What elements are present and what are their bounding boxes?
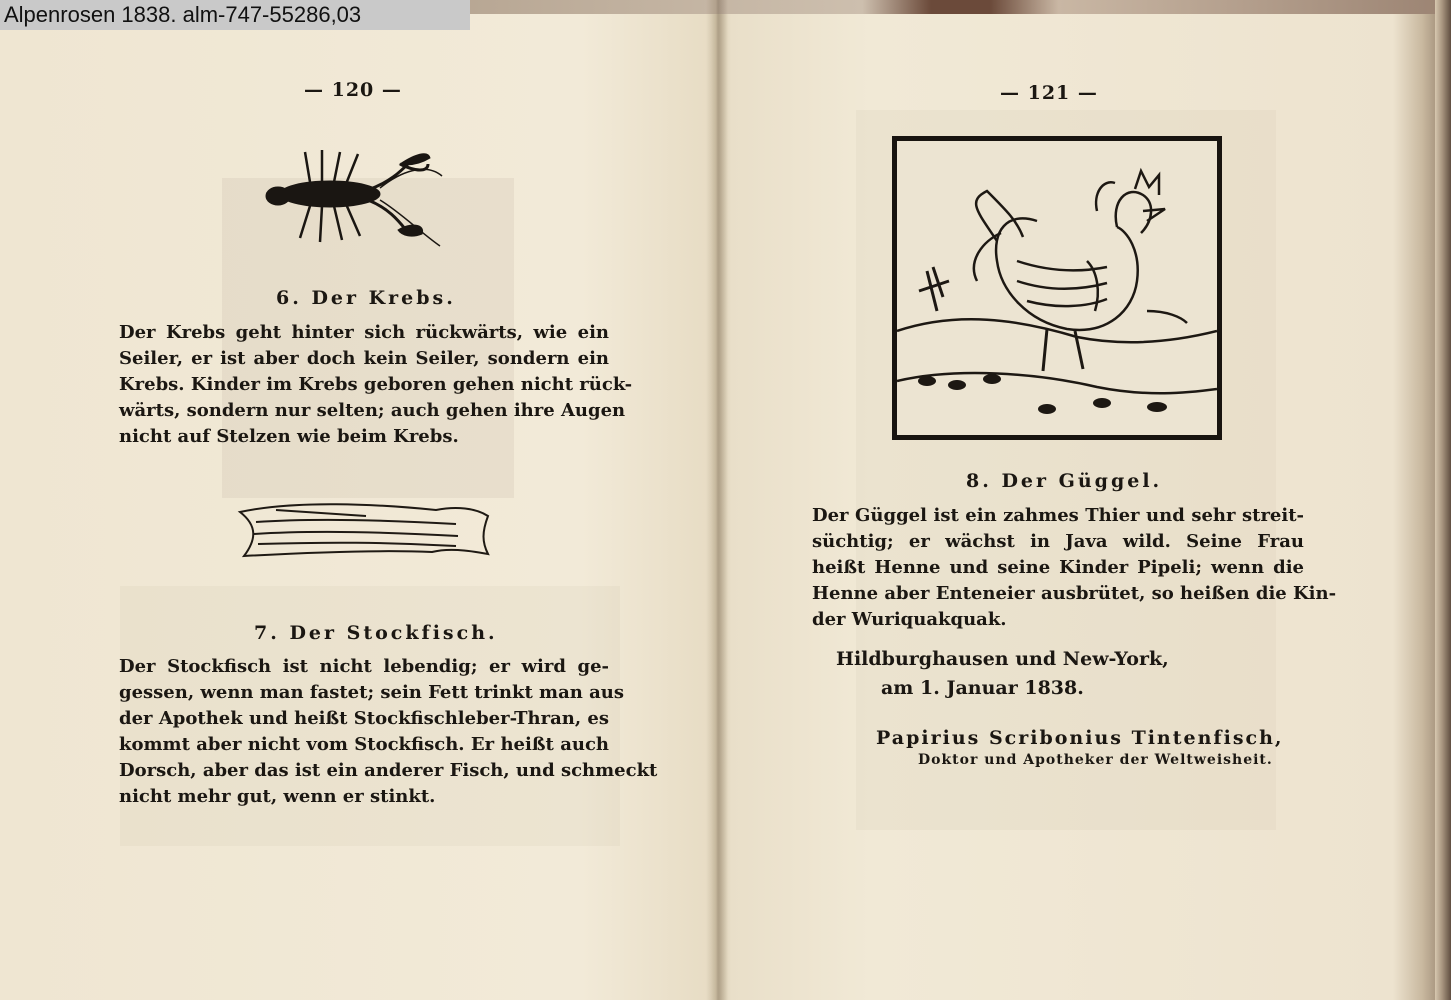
imprint-date: am 1. Januar 1838. [881, 677, 1084, 699]
book-right-edge [1435, 0, 1451, 1000]
text-line: Henne aber Enteneier ausbrütet, so heißen die Kin- [812, 583, 1337, 604]
stockfish-illustration [236, 492, 494, 562]
book-gutter [706, 0, 728, 1000]
text-line: heißt Henne und seine Kinder Pipeli; wenn die [812, 557, 1304, 578]
text-line: der Apothek und heißt Stockfischleber-Thran, es [119, 708, 609, 729]
rooster-woodcut [892, 136, 1222, 440]
text-line: nicht mehr gut, wenn er stinkt. [119, 786, 436, 807]
text-line: Seiler, er ist aber doch kein Seiler, sondern ein [119, 348, 609, 369]
imprint-place: Hildburghausen und New-York, [836, 648, 1169, 670]
text-line: süchtig; er wächst in Java wild. Seine Frau [812, 531, 1304, 552]
section-7-heading: 7. Der Stockfisch. [254, 622, 498, 644]
section-7-text [119, 654, 658, 810]
text-line: Dorsch, aber das ist ein anderer Fisch, und schmeckt [119, 760, 658, 781]
page-number-left: — 120 — [304, 79, 402, 101]
section-6-heading: 6. Der Krebs. [276, 287, 456, 309]
section-8-heading: 8. Der Güggel. [966, 470, 1163, 492]
signature-name: Papirius Scribonius Tintenfisch, [876, 727, 1284, 749]
text-line: nicht auf Stelzen wie beim Krebs. [119, 426, 459, 447]
signature-title: Doktor und Apotheker der Weltweisheit. [918, 752, 1273, 768]
text-line: Der Güggel ist ein zahmes Thier und sehr streit- [812, 505, 1304, 526]
crayfish-illustration [250, 142, 445, 252]
text-line: der Wuriquakquak. [812, 609, 1007, 630]
text-line: kommt aber nicht vom Stockfisch. Er heißt auch [119, 734, 609, 755]
archive-label: Alpenrosen 1838. alm-747-55286,03 [0, 0, 470, 30]
section-6-text [119, 320, 633, 450]
page-number-right: — 121 — [1000, 82, 1098, 104]
section-8-text [812, 503, 1337, 633]
text-line: Krebs. Kinder im Krebs geboren gehen nicht rück- [119, 374, 633, 395]
text-line: gessen, wenn man fastet; sein Fett trinkt man aus [119, 682, 625, 703]
text-line: Der Krebs geht hinter sich rückwärts, wie ein [119, 322, 609, 343]
text-line: Der Stockfisch ist nicht lebendig; er wird ge- [119, 656, 609, 677]
text-line: wärts, sondern nur selten; auch gehen ihre Augen [119, 400, 626, 421]
rooster-illustration [897, 141, 1217, 435]
book-top-edge [470, 0, 1451, 14]
